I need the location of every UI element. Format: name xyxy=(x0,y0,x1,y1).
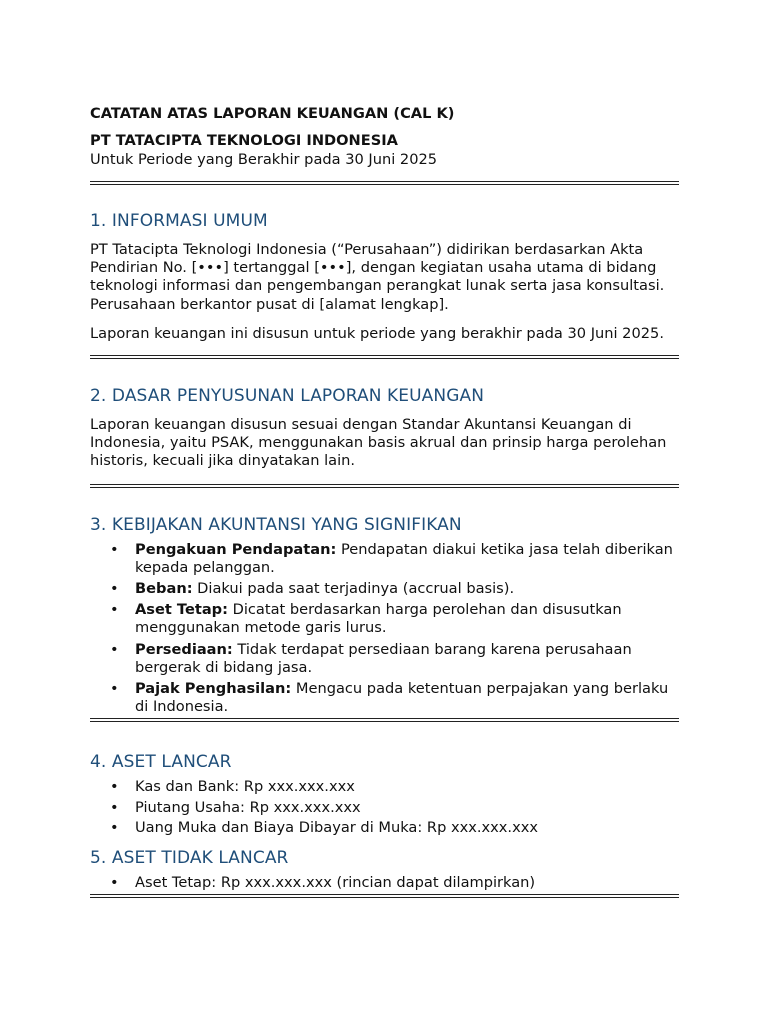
policy-text: Dicatat berdasarkan harga perolehan dan disusutkan menggunakan metode garis lurus. xyxy=(135,601,622,637)
policy-term: Pajak Penghasilan: xyxy=(135,680,292,698)
section-divider xyxy=(90,894,679,898)
policy-text: Pendapatan diakui ketika jasa telah diberikan kepada pelanggan. xyxy=(135,540,673,576)
policy-term: Pengakuan Pendapatan: xyxy=(135,540,337,558)
list-item xyxy=(90,799,679,817)
list-item xyxy=(90,680,679,716)
section-1-paragraph-1: PT Tatacipta Teknologi Indonesia (“Perusahaan”) didirikan berdasarkan Akta Pendirian No. [•••] tertanggal [•••], dengan kegiatan usaha utama di bidang teknologi informasi dan pengembangan perangkat lunak serta jasa konsultasi. Perusahaan berkantor pusat di [alamat lengkap]. xyxy=(90,241,665,313)
policy-text: Diakui pada saat terjadinya (accrual basis). xyxy=(192,580,515,598)
policy-text: Mengacu pada ketentuan perpajakan yang berlaku di Indonesia. xyxy=(135,680,669,716)
policy-term: Persediaan: xyxy=(135,640,233,658)
asset-line: Uang Muka dan Biaya Dibayar di Muka: Rp xxx.xxx.xxx xyxy=(135,818,538,836)
list-item xyxy=(90,874,679,892)
section-heading-aset-tidak-lancar: 5. ASET TIDAK LANCAR xyxy=(90,848,289,869)
list-item xyxy=(90,778,679,796)
policy-term: Beban: xyxy=(135,580,193,598)
non-current-assets-list xyxy=(90,874,679,892)
section-heading-aset-lancar: 4. ASET LANCAR xyxy=(90,752,232,773)
section-2-paragraph-1: Laporan keuangan disusun sesuai dengan Standar Akuntansi Keuangan di Indonesia, yaitu PSAK, menggunakan basis akrual dan prinsip harga perolehan historis, kecuali jika dinyatakan lain. xyxy=(90,416,667,470)
list-item xyxy=(90,541,679,577)
bullet-icon: • xyxy=(110,640,119,658)
section-divider xyxy=(90,355,679,359)
section-heading-informasi-umum: 1. INFORMASI UMUM xyxy=(90,211,268,231)
bullet-icon: • xyxy=(110,778,119,796)
section-1-paragraph-2: Laporan keuangan ini disusun untuk periode yang berakhir pada 30 Juni 2025. xyxy=(90,324,664,342)
bullet-icon: • xyxy=(110,798,119,816)
asset-line: Kas dan Bank: Rp xxx.xxx.xxx xyxy=(135,778,355,796)
list-item xyxy=(90,641,679,677)
accounting-policies-list xyxy=(90,541,679,717)
asset-line: Aset Tetap: Rp xxx.xxx.xxx (rincian dapat dilampirkan) xyxy=(135,874,536,892)
bullet-icon: • xyxy=(110,601,119,619)
list-item xyxy=(90,819,679,837)
document-body xyxy=(90,103,679,898)
report-period: Untuk Periode yang Berakhir pada 30 Juni 2025 xyxy=(90,151,438,168)
company-name: PT TATACIPTA TEKNOLOGI INDONESIA xyxy=(90,132,398,149)
asset-line: Piutang Usaha: Rp xxx.xxx.xxx xyxy=(135,798,361,816)
list-item xyxy=(90,601,679,637)
bullet-icon: • xyxy=(110,874,119,892)
section-divider xyxy=(90,484,679,488)
section-heading-kebijakan-akuntansi: 3. KEBIJAKAN AKUNTANSI YANG SIGNIFIKAN xyxy=(90,514,462,535)
list-item xyxy=(90,580,679,598)
bullet-icon: • xyxy=(110,680,119,698)
section-heading-dasar-penyusunan: 2. DASAR PENYUSUNAN LAPORAN KEUANGAN xyxy=(90,386,485,407)
policy-term: Aset Tetap: xyxy=(135,601,228,619)
section-divider xyxy=(90,718,679,722)
policy-text: Tidak terdapat persediaan barang karena perusahaan bergerak di bidang jasa. xyxy=(135,640,632,676)
bullet-icon: • xyxy=(110,818,119,836)
bullet-icon: • xyxy=(110,580,119,598)
current-assets-list xyxy=(90,778,679,837)
bullet-icon: • xyxy=(110,540,119,558)
section-divider xyxy=(90,181,679,185)
document-title: CATATAN ATAS LAPORAN KEUANGAN (CAL K) xyxy=(90,105,455,122)
